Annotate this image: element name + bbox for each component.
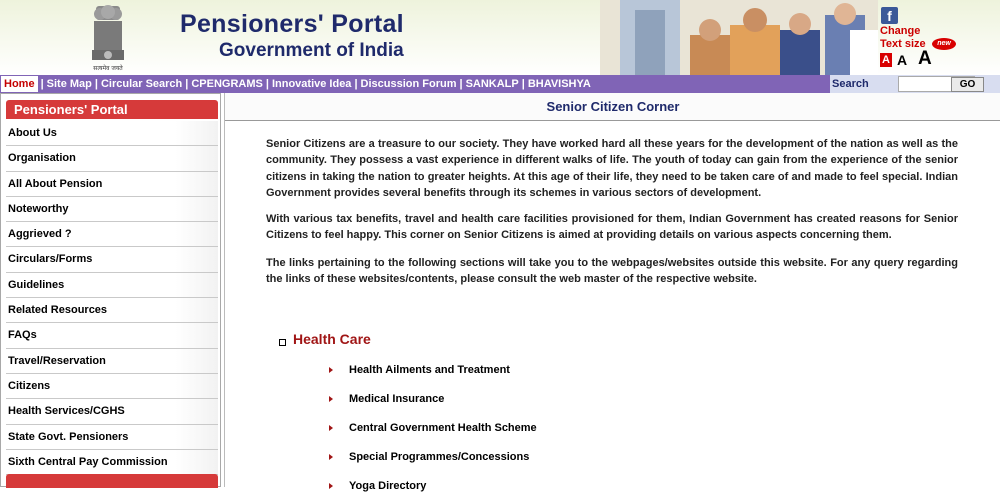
new-badge: new: [932, 38, 956, 50]
section-bullet-icon: [279, 339, 286, 346]
main-content: [224, 93, 1000, 492]
nav-links: [0, 75, 591, 93]
arrow-right-icon: [329, 425, 333, 431]
arrow-right-icon: [329, 454, 333, 460]
search-label: Search: [832, 78, 869, 90]
sidebar-item-related-resources[interactable]: Related Resources: [6, 298, 218, 323]
site-header: [0, 0, 1000, 75]
nav-separator: |: [94, 78, 98, 90]
nav-separator: |: [521, 78, 525, 90]
sidebar-item-sixth-cpc[interactable]: Sixth Central Pay Commission: [6, 450, 218, 475]
sidebar: [0, 93, 221, 487]
arrow-right-icon: [329, 483, 333, 489]
sidebar-item-organisation[interactable]: Organisation: [6, 146, 218, 171]
arrow-right-icon: [329, 367, 333, 373]
nav-innovative-idea-link[interactable]: Innovative Idea: [271, 78, 352, 90]
nav-site-map-link[interactable]: Site Map: [46, 78, 92, 90]
nav-home-link[interactable]: Home: [1, 76, 38, 92]
text-size-large-button[interactable]: A: [918, 48, 932, 69]
text-size-small-button[interactable]: A: [880, 53, 892, 67]
sidebar-item-all-about-pension[interactable]: All About Pension: [6, 172, 218, 197]
sidebar-item-state-govt-pensioners[interactable]: State Govt. Pensioners: [6, 425, 218, 450]
sidebar-menu: [6, 121, 218, 475]
portal-subtitle: Government of India: [219, 40, 404, 61]
nav-circular-search-link[interactable]: Circular Search: [100, 78, 183, 90]
text-size-medium-button[interactable]: A: [897, 52, 908, 68]
nav-sankalp-link[interactable]: SANKALP: [465, 78, 519, 90]
health-care-heading: Health Care: [293, 331, 371, 347]
external-links-paragraph: The links pertaining to the following sections will take you to the webpages/websites outside this website. For any query regarding the links of these websites/contents, please consult the web master of the respective website.: [266, 257, 958, 286]
health-care-link-text[interactable]: Medical Insurance: [349, 393, 445, 405]
health-care-link-text[interactable]: Central Government Health Scheme: [349, 422, 537, 434]
nav-cpengrams-link[interactable]: CPENGRAMS: [191, 78, 263, 90]
nav-separator: |: [265, 78, 269, 90]
page-title: Senior Citizen Corner: [225, 93, 1000, 121]
sidebar-item-circulars-forms[interactable]: Circulars/Forms: [6, 247, 218, 272]
benefits-paragraph: With various tax benefits, travel and health care facilities provisioned for them, Indian Government has created reasons for Senior Citizens to feel happy. This corner on Senior Citizens is aimed at providing details on various aspects concerning them.: [266, 213, 958, 242]
sidebar-footer-bar: [6, 474, 218, 488]
sidebar-item-health-services-cghs[interactable]: Health Services/CGHS: [6, 399, 218, 424]
nav-bhavishya-link[interactable]: BHAVISHYA: [527, 78, 591, 90]
nav-separator: |: [40, 78, 44, 90]
health-care-link-text[interactable]: Yoga Directory: [349, 480, 427, 492]
intro-paragraph: Senior Citizens are a treasure to our society. They have worked hard all these years for the development of the nation as well as the community. They possess a vast experience in different walks of life. The youth of today can gain from the experience of the senior citizens in taking the nation to greater heights. At this age of their life, they need to be taken care of and made to feel special. Indian Government provides several benefits through its schemes in various sectors of development.: [266, 138, 958, 199]
sidebar-item-citizens[interactable]: Citizens: [6, 374, 218, 399]
change-text-size-text: Change Text size: [880, 25, 926, 50]
sidebar-item-faqs[interactable]: FAQs: [6, 323, 218, 348]
emblem-caption: सत्यमेव जयते: [93, 65, 123, 72]
national-emblem-icon: [84, 4, 132, 74]
sidebar-item-aggrieved[interactable]: Aggrieved ?: [6, 222, 218, 247]
nav-separator: |: [459, 78, 463, 90]
sidebar-item-guidelines[interactable]: Guidelines: [6, 273, 218, 298]
facebook-icon[interactable]: f: [881, 7, 898, 24]
sidebar-item-noteworthy[interactable]: Noteworthy: [6, 197, 218, 222]
sidebar-heading: Pensioners' Portal: [6, 100, 218, 119]
health-care-link-text[interactable]: Health Ailments and Treatment: [349, 364, 510, 376]
search-go-button[interactable]: GO: [951, 77, 984, 92]
nav-separator: |: [354, 78, 358, 90]
portal-title: Pensioners' Portal: [180, 10, 404, 38]
nav-discussion-forum-link[interactable]: Discussion Forum: [360, 78, 457, 90]
sidebar-item-travel-reservation[interactable]: Travel/Reservation: [6, 349, 218, 374]
nav-separator: |: [185, 78, 189, 90]
health-care-link-text[interactable]: Special Programmes/Concessions: [349, 451, 530, 463]
main-navbar: [0, 75, 1000, 93]
banner-photo: [600, 0, 878, 75]
sidebar-item-about-us[interactable]: About Us: [6, 121, 218, 146]
arrow-right-icon: [329, 396, 333, 402]
